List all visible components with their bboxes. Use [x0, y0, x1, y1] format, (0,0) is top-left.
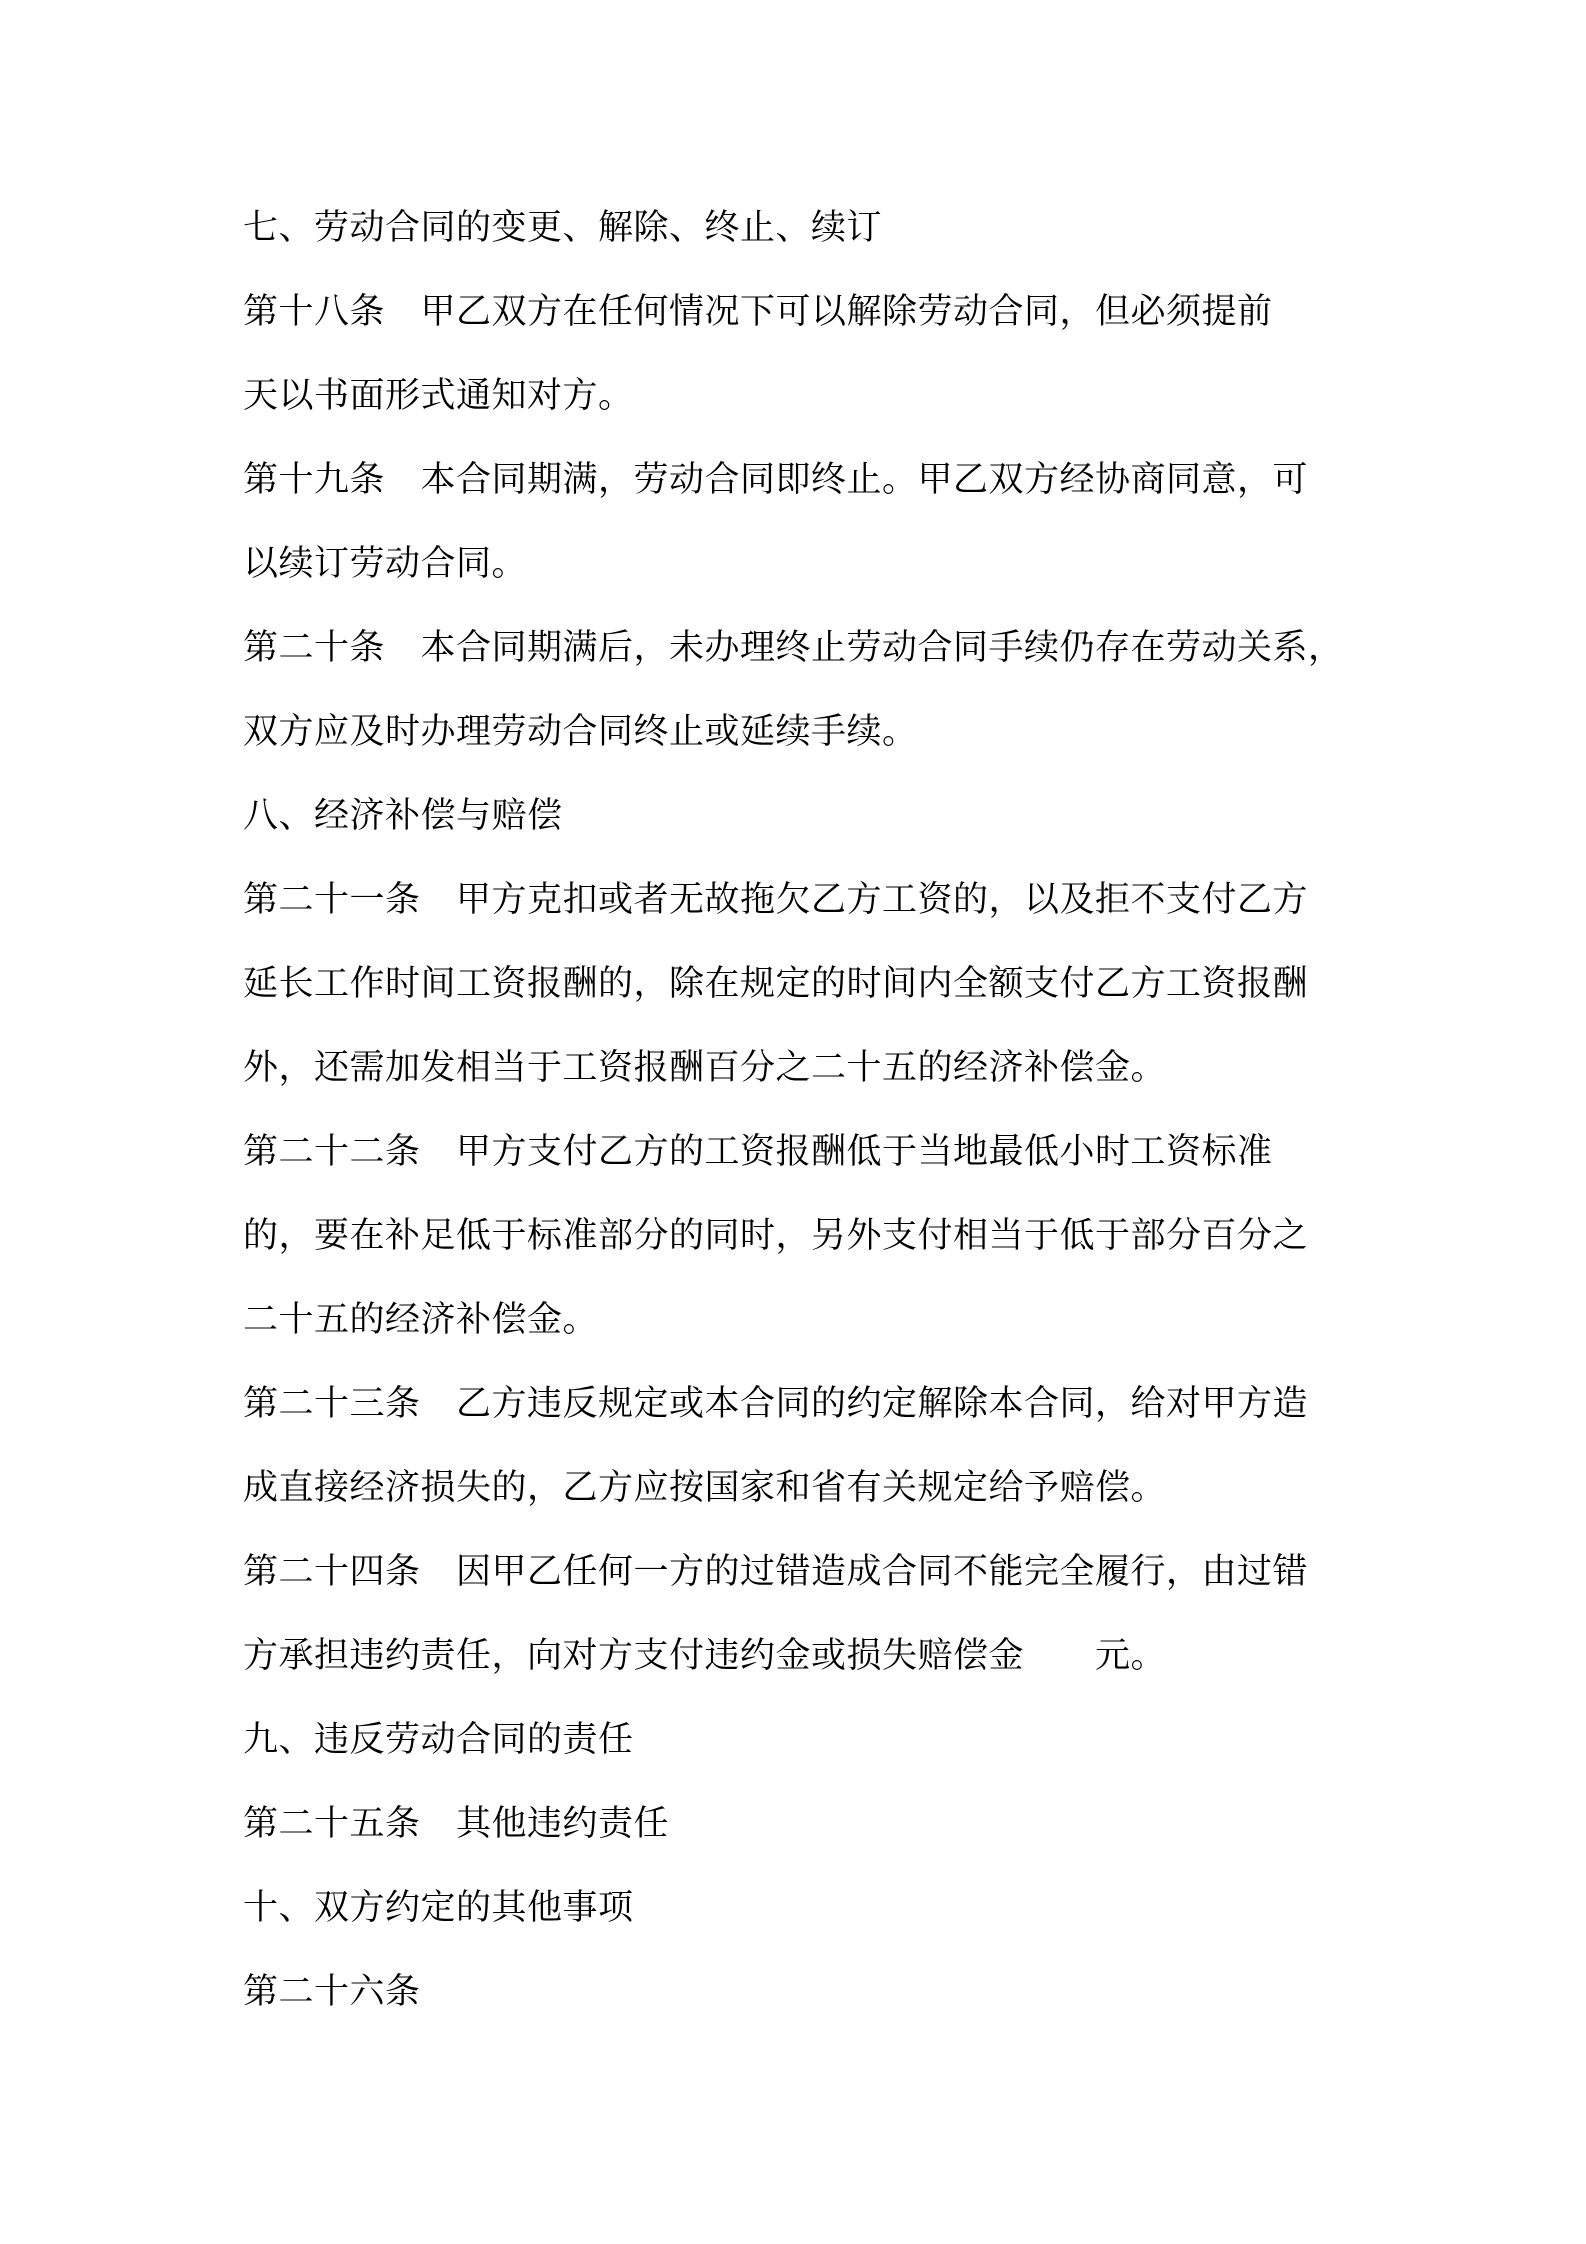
section-heading: 七、劳动合同的变更、解除、终止、续订 — [243, 208, 883, 248]
clause-line: 延长工作时间工资报酬的，除在规定的时间内全额支付乙方工资报酬 — [243, 964, 1309, 1004]
clause-line: 第二十六条 — [243, 1972, 421, 2012]
clause-line: 第十八条 甲乙双方在任何情况下可以解除劳动合同，但必须提前 — [243, 292, 1273, 332]
clause-line: 方承担违约责任，向对方支付违约金或损失赔偿金 元。 — [243, 1636, 1167, 1676]
clause-line: 第二十四条 因甲乙任何一方的过错造成合同不能完全履行，由过错 — [243, 1552, 1309, 1592]
section-heading: 八、经济补偿与赔偿 — [243, 796, 563, 836]
clause-line: 第二十二条 甲方支付乙方的工资报酬低于当地最低小时工资标准 — [243, 1132, 1273, 1172]
clause-line: 成直接经济损失的，乙方应按国家和省有关规定给予赔偿。 — [243, 1468, 1167, 1508]
clause-line: 双方应及时办理劳动合同终止或延续手续。 — [243, 712, 918, 752]
section-heading: 九、违反劳动合同的责任 — [243, 1720, 634, 1760]
clause-line: 第二十一条 甲方克扣或者无故拖欠乙方工资的，以及拒不支付乙方 — [243, 880, 1309, 920]
clause-line: 外，还需加发相当于工资报酬百分之二十五的经济补偿金。 — [243, 1048, 1167, 1088]
clause-line: 天以书面形式通知对方。 — [243, 376, 634, 416]
clause-line: 第二十五条 其他违约责任 — [243, 1804, 670, 1844]
clause-line: 以续订劳动合同。 — [243, 544, 528, 584]
clause-line: 第二十条 本合同期满后，未办理终止劳动合同手续仍存在劳动关系， — [243, 628, 1344, 668]
clause-line: 二十五的经济补偿金。 — [243, 1300, 599, 1340]
clause-line: 第二十三条 乙方违反规定或本合同的约定解除本合同，给对甲方造 — [243, 1384, 1309, 1424]
section-heading: 十、双方约定的其他事项 — [243, 1888, 634, 1928]
clause-line: 的，要在补足低于标准部分的同时，另外支付相当于低于部分百分之 — [243, 1216, 1309, 1256]
clause-line: 第十九条 本合同期满，劳动合同即终止。甲乙双方经协商同意，可 — [243, 460, 1309, 500]
